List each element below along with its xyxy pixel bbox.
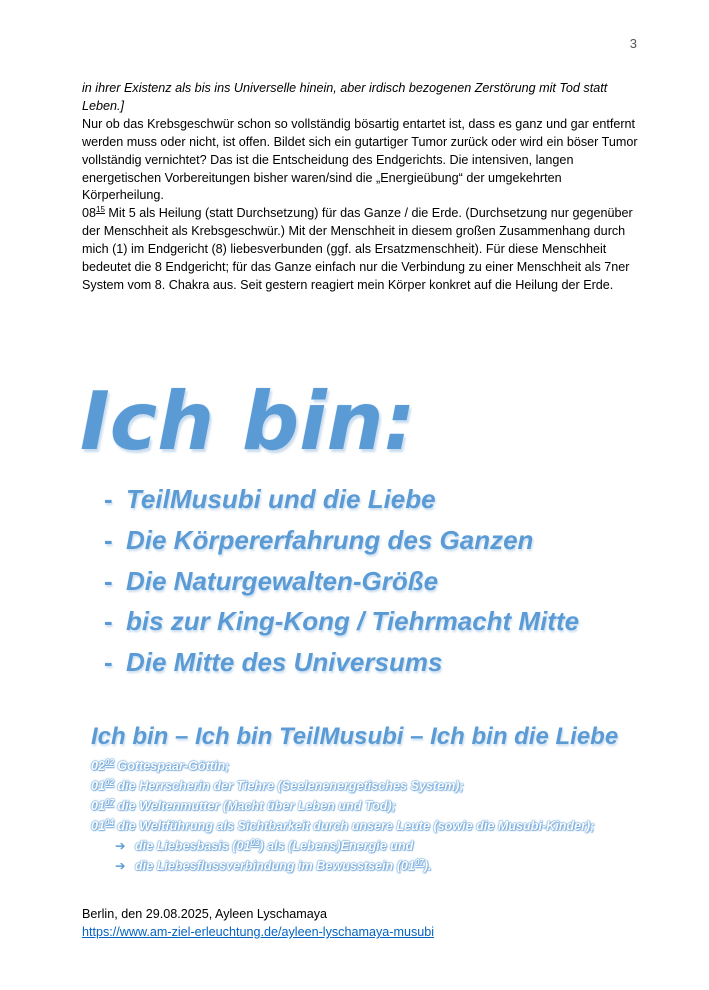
place-date-author: Berlin, den 29.08.2025, Ayleen Lyschamaya bbox=[82, 907, 328, 921]
sub-heading: Ich bin – Ich bin TeilMusubi – Ich bin die Liebe bbox=[91, 723, 619, 750]
dash-bullet: - bbox=[104, 484, 113, 514]
attribute-subline: ➔ die Liebesbasis $(01^{03})$ als (Lebens)Energie und bbox=[91, 836, 594, 856]
arrow-right-icon: ➔ bbox=[115, 859, 126, 873]
attribute-lines bbox=[91, 756, 594, 876]
paragraph-heilung bbox=[82, 205, 642, 295]
dash-bullet: - bbox=[104, 524, 113, 555]
list-item: - Die Körpererfahrung des Ganzen bbox=[104, 520, 579, 561]
list-item: - bis zur King-Kong / Tiehrmacht Mitte bbox=[104, 601, 579, 642]
dash-bullet: - bbox=[104, 606, 113, 637]
page-number: 3 bbox=[629, 36, 637, 51]
paragraph-number-sup: 15 bbox=[96, 205, 105, 215]
list-item: - Die Naturgewalten-Größe bbox=[104, 561, 579, 602]
big-title: Ich bin: bbox=[80, 375, 416, 468]
paragraph-number: 08 bbox=[82, 206, 97, 221]
attribute-line: $02^{02}$ Gottespaar-Göttin; bbox=[91, 758, 230, 773]
ich-bin-list bbox=[104, 479, 579, 683]
list-item: - TeilMusubi und die Liebe bbox=[104, 479, 579, 520]
attribute-line: $01^{04}$ die Weltführung als Sichtbarkeit durch unsere Leute (sowie die Musubi-Kinder); bbox=[91, 818, 595, 833]
author-website-link[interactable]: https://www.am-ziel-erleuchtung.de/ayleen-lyschamaya-musubi bbox=[82, 925, 435, 939]
body-text bbox=[82, 80, 642, 295]
arrow-right-icon: ➔ bbox=[115, 839, 126, 853]
paragraph-continuation: in ihrer Existenz als bis ins Universelle hinein, aber irdisch bezogenen Zerstörung mit Tod statt Leben.] bbox=[82, 81, 608, 113]
attribute-subline: ➔ die Liebesflussverbindung im Bewusstsein $(01^{07})$. bbox=[91, 856, 594, 876]
signature-block bbox=[82, 905, 434, 941]
attribute-line: $01^{02}$ die Herrscherin der Tiehre (Seelenenergetisches System); bbox=[91, 778, 464, 793]
dash-bullet: - bbox=[104, 647, 113, 678]
dash-bullet: - bbox=[104, 565, 113, 596]
paragraph-krebsgeschwuer: Nur ob das Krebsgeschwür schon so vollständig bösartig entartet ist, dass es ganz und gar entfernt werden muss oder nicht, ist offen. Bildet sich ein gutartiger Tumor zurück oder wird ein böser Tumor vollständig vernichtet? Das ist die Entscheidung des Endgerichts. Die intensiven, langen energetischen Vorbereitungen bisher waren/sind die „Energieübung“ der umgekehrten Körperheilung. bbox=[82, 116, 638, 203]
list-item: - Die Mitte des Universums bbox=[104, 642, 579, 683]
paragraph-heilung-text: Mit 5 als Heilung (statt Durchsetzung) für das Ganze / die Erde. (Durchsetzung nur gegenüber der Menschheit als Krebsgeschwür.) Mit der Menschheit in diesem großen Zusammenhang durch mich (1) im Endgericht (8) liebesverbunden (ggf. als Ersatzmenschheit). Für diese Menschheit bedeutet die 8 Endgericht; für das Ganze einfach nur die Verbindung zu einer Menschheit als 7ner System vom 8. Chakra aus. Seit gestern reagiert mein Körper konkret auf die Heilung der Erde. bbox=[82, 206, 633, 292]
attribute-line: $01^{07}$ die Weltenmutter (Macht über Leben und Tod); bbox=[91, 798, 396, 813]
